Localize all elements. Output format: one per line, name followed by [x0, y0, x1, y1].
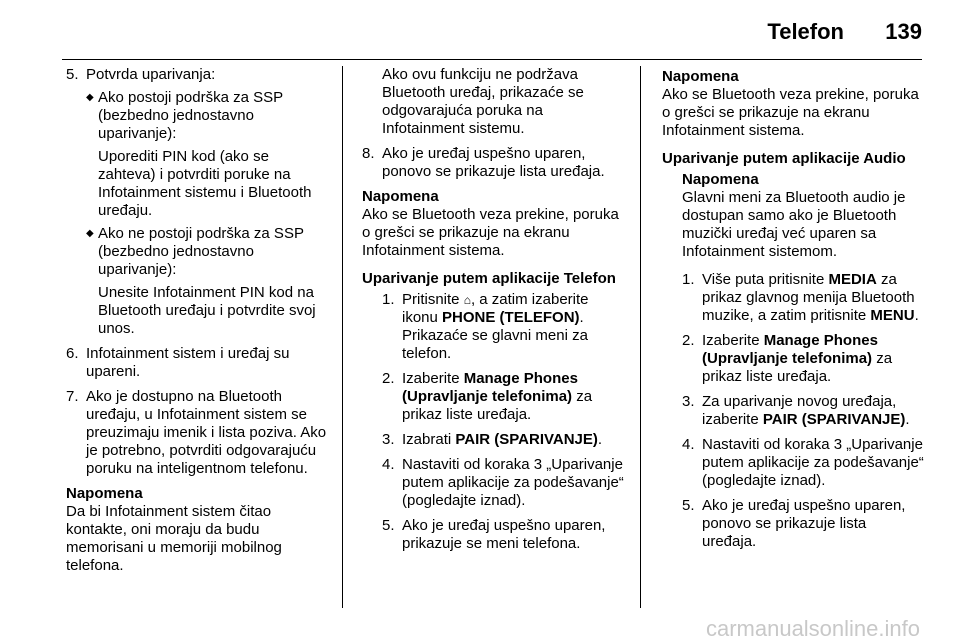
- diamond-bullet-icon: ◆: [86, 228, 94, 239]
- column-3: [662, 66, 924, 558]
- column-divider-2: [640, 66, 641, 608]
- note-audio-menu: Napomena Glavni meni za Bluetooth audio je dostupan samo ako je Bluetooth muzički uređaj već uparen sa Infotainment sistemom.: [682, 171, 906, 260]
- column-2: [362, 66, 624, 560]
- audio-step-1: 1. Više puta pritisnite MEDIA za prikaz glavnog menija Bluetooth muzike, a zatim pritisnite MENU.: [682, 271, 919, 324]
- step-6: 6. Infotainment sistem i uređaj su upareni.: [66, 345, 290, 380]
- step-5: 5. Potvrda uparivanja: ◆ Ako postoji podrška za SSP (bezbedno jednostavno uparivanje): Uporediti PIN kod (ako se zahteva) i potvrditi poruke na Infotainment sistemu i Bluetooth uređaju. ◆ Ako ne postoji podrška za SSP (bezbedno jednostavno uparivanje): Unesite Infotainment PIN kod na Bluetooth uređaju i potvrdite svoj unos.: [66, 66, 328, 338]
- bullet-ssp-yes: ◆ Ako postoji podrška za SSP (bezbedno jednostavno uparivanje):: [86, 89, 283, 142]
- bullet-ssp-yes-detail: Uporediti PIN kod (ako se zahteva) i potvrditi poruke na Infotainment sistemu i Bluetooth uređaju.: [98, 148, 312, 219]
- phone-step-2: 2. Izaberite Manage Phones (Upravljanje telefonima) za prikaz liste uređaja.: [382, 370, 593, 423]
- step-7-continued: Ako ovu funkciju ne podržava Bluetooth uređaj, prikazaće se odgovarajuća poruka na Infotainment sistemu.: [382, 66, 584, 137]
- note-connection-lost: Napomena Ako se Bluetooth veza prekine, poruka o grešci se prikazuje na ekranu Infotainment sistema.: [362, 188, 619, 259]
- column-divider-1: [342, 66, 343, 608]
- section-heading-audio-pairing: Uparivanje putem aplikacije Audio: [662, 150, 906, 167]
- bullet-ssp-no: ◆ Ako ne postoji podrška za SSP (bezbedno jednostavno uparivanje):: [86, 225, 304, 278]
- step-8: 8. Ako je uređaj uspešno uparen, ponovo se prikazuje lista uređaja.: [362, 145, 605, 180]
- audio-step-4: 4. Nastaviti od koraka 3 „Uparivanje putem aplikacije za podešavanje“ (pogledajte iznad).: [682, 436, 924, 489]
- bullet-ssp-no-detail: Unesite Infotainment PIN kod na Bluetooth uređaju i potvrdite svoj unos.: [98, 284, 316, 337]
- column-1: [66, 66, 328, 585]
- watermark: carmanualsonline.info: [705, 616, 920, 641]
- header-rule: [62, 59, 922, 60]
- diamond-bullet-icon: ◆: [86, 92, 94, 103]
- page-title: Telefon: [767, 19, 844, 44]
- home-icon: ⌂: [463, 293, 471, 307]
- note-contacts: Napomena Da bi Infotainment sistem čitao kontakte, oni moraju da budu memorisani u memoriji mobilnog telefona.: [66, 485, 282, 574]
- page-header: [62, 18, 922, 46]
- phone-step-4: 4. Nastaviti od koraka 3 „Uparivanje putem aplikacije za podešavanje“ (pogledajte iznad).: [382, 456, 624, 509]
- audio-step-3: 3. Za uparivanje novog uređaja, izaberite PAIR (SPARIVANJE).: [682, 393, 910, 428]
- section-heading-phone-pairing: Uparivanje putem aplikacije Telefon: [362, 270, 616, 287]
- phone-step-3: 3. Izabrati PAIR (SPARIVANJE).: [382, 431, 603, 448]
- phone-step-5: 5. Ako je uređaj uspešno uparen, prikazuje se meni telefona.: [382, 517, 606, 552]
- audio-step-2: 2. Izaberite Manage Phones (Upravljanje telefonima) za prikaz liste uređaja.: [682, 332, 893, 385]
- step-7: 7. Ako je dostupno na Bluetooth uređaju, u Infotainment sistem se preuzimaju imenik i lista poziva. Ako je potrebno, potvrditi odgovarajuću poruku na inteligentnom telefonu.: [66, 388, 327, 477]
- note-connection-lost-2: Napomena Ako se Bluetooth veza prekine, poruka o grešci se prikazuje na ekranu Infotainment sistema.: [662, 68, 919, 139]
- phone-step-1: 1. Pritisnite ⌂, a zatim izaberite ikonu PHONE (TELEFON). Prikazaće se glavni meni za telefon.: [382, 291, 589, 362]
- audio-step-5: 5. Ako je uređaj uspešno uparen, ponovo se prikazuje lista uređaja.: [682, 497, 906, 550]
- page-number: 139: [885, 19, 922, 44]
